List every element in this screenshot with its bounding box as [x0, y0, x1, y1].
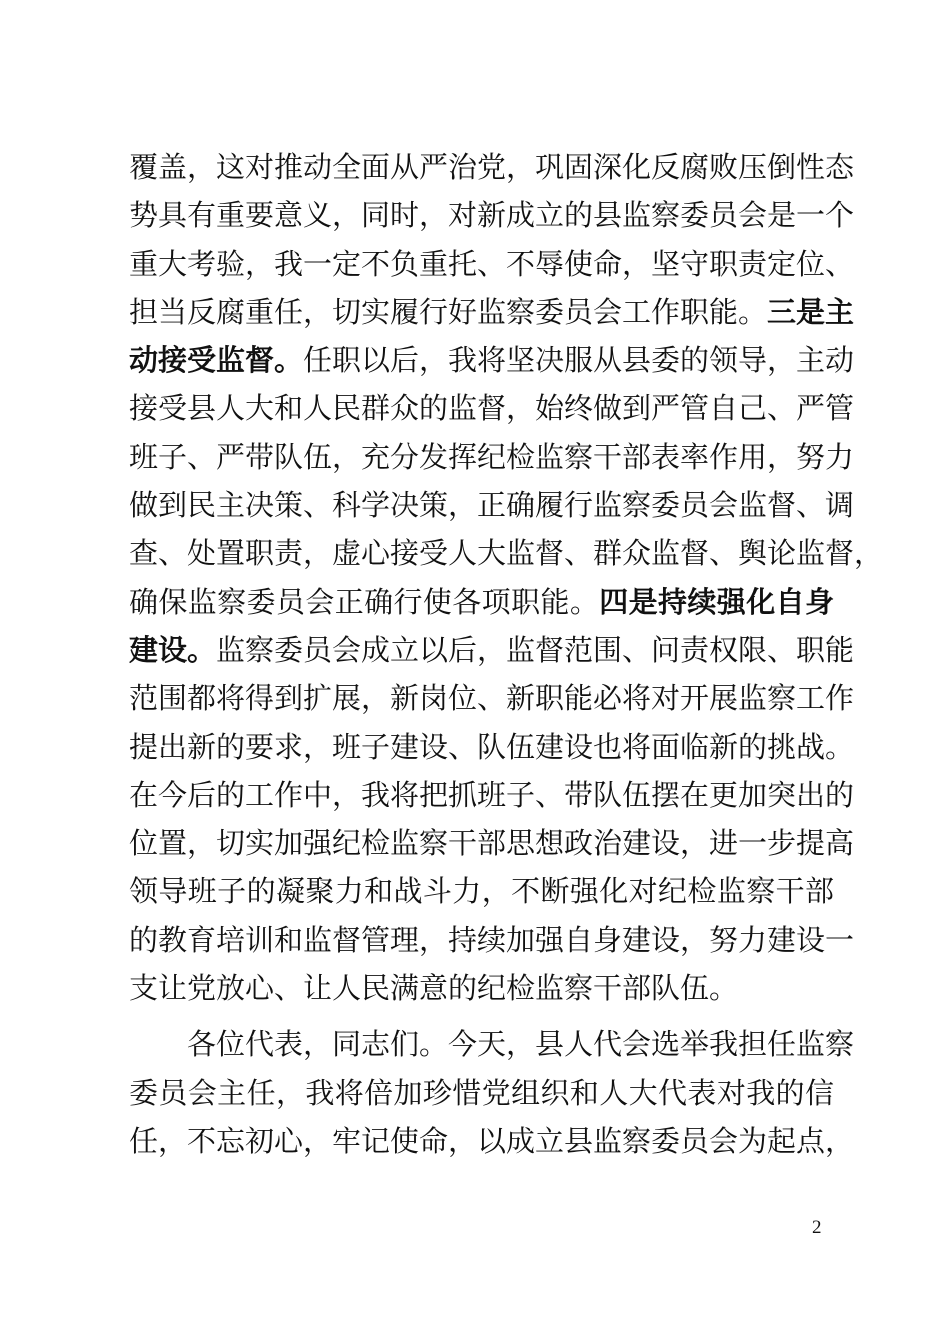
text-line: 任，不忘初心，牢记使命，以成立县监察委员会为起点，: [129, 1123, 855, 1158]
text-run: 确保监察委员会正确行使各项职能。: [129, 584, 600, 619]
bold-heading-point-three: 三是主: [767, 294, 855, 329]
bold-heading-point-three-cont: 动接受监督。: [129, 343, 304, 378]
page-number: 2: [812, 1217, 822, 1238]
text-line: 班子、严带队伍，充分发挥纪检监察干部表率作用，努力: [129, 439, 855, 474]
text-line: 各位代表，同志们。今天，县人代会选举我担任监察: [187, 1027, 855, 1062]
text-line: 重大考验，我一定不负重托、不辱使命，坚守职责定位、: [129, 246, 855, 281]
text-line: 支让党放心、让人民满意的纪检监察干部队伍。: [129, 971, 739, 1006]
paragraph-gap: [129, 1012, 834, 1020]
text-line: 接受县人大和人民群众的监督，始终做到严管自己、严管: [129, 391, 855, 426]
text-line: 领导班子的凝聚力和战斗力，不断强化对纪检监察干部: [129, 874, 834, 909]
text-line: 的教育培训和监督管理，持续加强自身建设，努力建设一: [129, 922, 855, 957]
paragraph-2: [129, 1020, 855, 1165]
text-line: 委员会主任，我将倍加珍惜党组织和人大代表对我的信: [129, 1075, 834, 1110]
body-text: [129, 143, 884, 1165]
text-run: 任职以后，我将坚决服从县委的领导，主动: [303, 343, 855, 378]
text-line: [129, 288, 855, 336]
text-line: 查、处置职责，虚心接受人大监督、群众监督、舆论监督，: [129, 536, 884, 571]
text-line: 做到民主决策、科学决策，正确履行监察委员会监督、调: [129, 488, 855, 523]
text-line: 势具有重要意义，同时，对新成立的县监察委员会是一个: [129, 198, 855, 233]
text-line: 在今后的工作中，我将把抓班子、带队伍摆在更加突出的: [129, 777, 855, 812]
text-line: [129, 336, 855, 384]
text-line: [129, 626, 855, 674]
bold-heading-point-four: 四是持续强化自身: [599, 584, 834, 619]
text-line: 覆盖，这对推动全面从严治党，巩固深化反腐败压倒性态: [129, 150, 855, 184]
text-run: 担当反腐重任，切实履行好监察委员会工作职能。: [129, 294, 768, 329]
text-line: [129, 578, 834, 626]
text-line: 位置，切实加强纪检监察干部思想政治建设，进一步提高: [129, 826, 855, 861]
text-line: 范围都将得到扩展，新岗位、新职能必将对开展监察工作: [129, 681, 855, 716]
text-line: 提出新的要求，班子建设、队伍建设也将面临新的挑战。: [129, 729, 855, 764]
text-run: 监察委员会成立以后，监督范围、问责权限、职能: [216, 632, 855, 667]
bold-heading-point-four-cont: 建设。: [129, 632, 217, 667]
paragraph-1: [129, 143, 884, 1012]
